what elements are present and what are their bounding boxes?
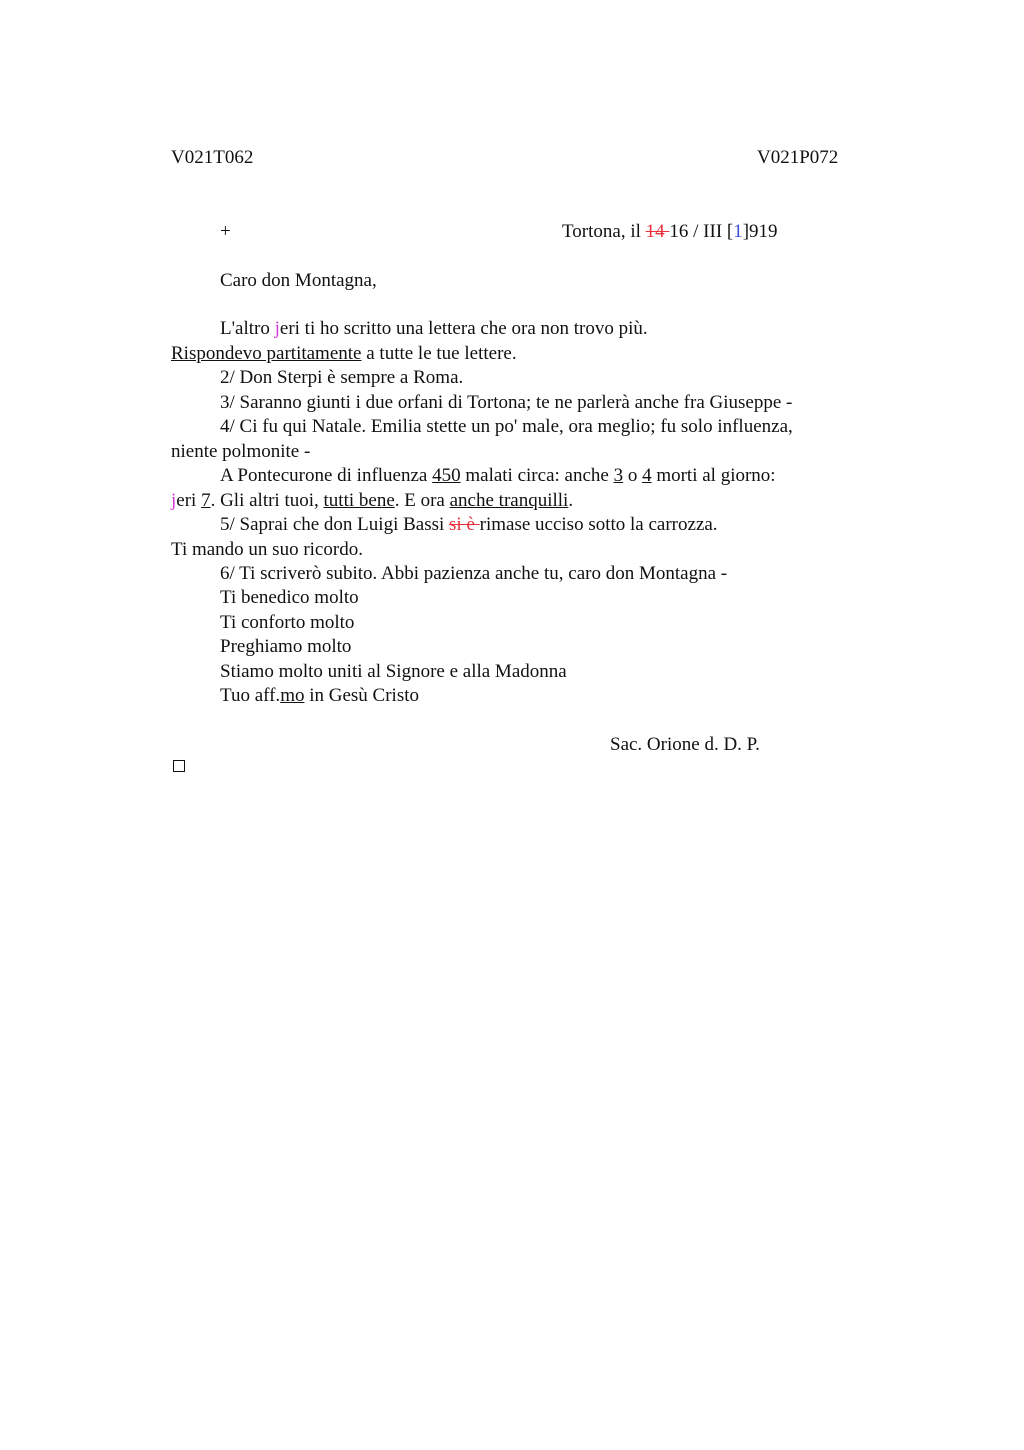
date-struck-day: 14 — [645, 221, 670, 242]
document-code-left: V021T062 — [171, 147, 254, 168]
underlined-number: 3 — [613, 465, 624, 486]
letter-date — [562, 220, 778, 244]
text-segment: malati circa: anche — [460, 465, 614, 486]
text-segment: eri — [176, 490, 202, 511]
salutation: Caro don Montagna, — [220, 270, 377, 291]
corrected-letter: j — [171, 490, 177, 511]
text-segment: A Pontecurone di influenza — [220, 465, 433, 486]
text-segment: L'altro — [220, 318, 275, 339]
date-day: 16 / III [ — [669, 221, 734, 242]
closing-line-1: Ti benedico molto — [220, 587, 359, 608]
closing-line-2: Ti conforto molto — [220, 612, 355, 633]
paragraph-3: 3/ Saranno giunti i due orfani di Tortona; te ne parlerà anche fra Giuseppe - — [220, 392, 793, 413]
document-code-right: V021P072 — [757, 147, 839, 168]
date-prefix: Tortona, il — [562, 221, 646, 242]
closing-tuo — [220, 684, 419, 708]
underlined-number: 7 — [201, 490, 211, 511]
underlined-text: anche tranquilli — [449, 490, 569, 511]
date-inserted-digit: 1 — [733, 221, 743, 242]
text-segment: in Gesù Cristo — [304, 685, 419, 706]
underlined-text: tutti bene — [323, 490, 395, 511]
cross-mark: + — [220, 221, 231, 242]
paragraph-1-continued — [171, 342, 517, 366]
paragraph-5-continued — [171, 489, 573, 513]
text-segment: a tutte le tue lettere. — [361, 343, 517, 364]
date-suffix: ]919 — [742, 221, 778, 242]
paragraph-6-continued: Ti mando un suo ricordo. — [171, 539, 363, 560]
signature: Sac. Orione d. D. P. — [610, 734, 760, 755]
paragraph-7: 6/ Ti scriverò subito. Abbi pazienza anche tu, caro don Montagna - — [220, 563, 728, 584]
text-segment: Tuo aff. — [220, 685, 281, 706]
text-segment: . E ora — [394, 490, 450, 511]
underlined-number: 4 — [642, 465, 652, 486]
underlined-number: 450 — [432, 465, 461, 486]
paragraph-4-continued: niente polmonite - — [171, 441, 311, 462]
closing-line-3: Preghiamo molto — [220, 636, 352, 657]
paragraph-2: 2/ Don Sterpi è sempre a Roma. — [220, 367, 464, 388]
text-segment: eri ti ho scritto una lettera che ora non trovo più. — [279, 318, 648, 339]
paragraph-4: 4/ Ci fu qui Natale. Emilia stette un po' male, ora meglio; fu solo influenza, — [220, 416, 793, 437]
text-segment: o — [623, 465, 643, 486]
end-box-icon — [173, 760, 185, 772]
paragraph-6 — [220, 513, 718, 537]
text-segment: . Gli altri tuoi, — [210, 490, 324, 511]
closing-line-4: Stiamo molto uniti al Signore e alla Madonna — [220, 661, 567, 682]
underlined-text: Rispondevo partitamente — [171, 343, 362, 364]
underlined-text: mo — [280, 685, 305, 706]
paragraph-1 — [220, 317, 648, 341]
struck-text: si è — [449, 514, 480, 535]
text-segment: morti al giorno: — [651, 465, 776, 486]
corrected-letter: j — [274, 318, 280, 339]
text-segment: 5/ Saprai che don Luigi Bassi — [220, 514, 450, 535]
text-segment: . — [568, 490, 574, 511]
paragraph-5 — [220, 464, 776, 488]
text-segment: rimase ucciso sotto la carrozza. — [479, 514, 718, 535]
